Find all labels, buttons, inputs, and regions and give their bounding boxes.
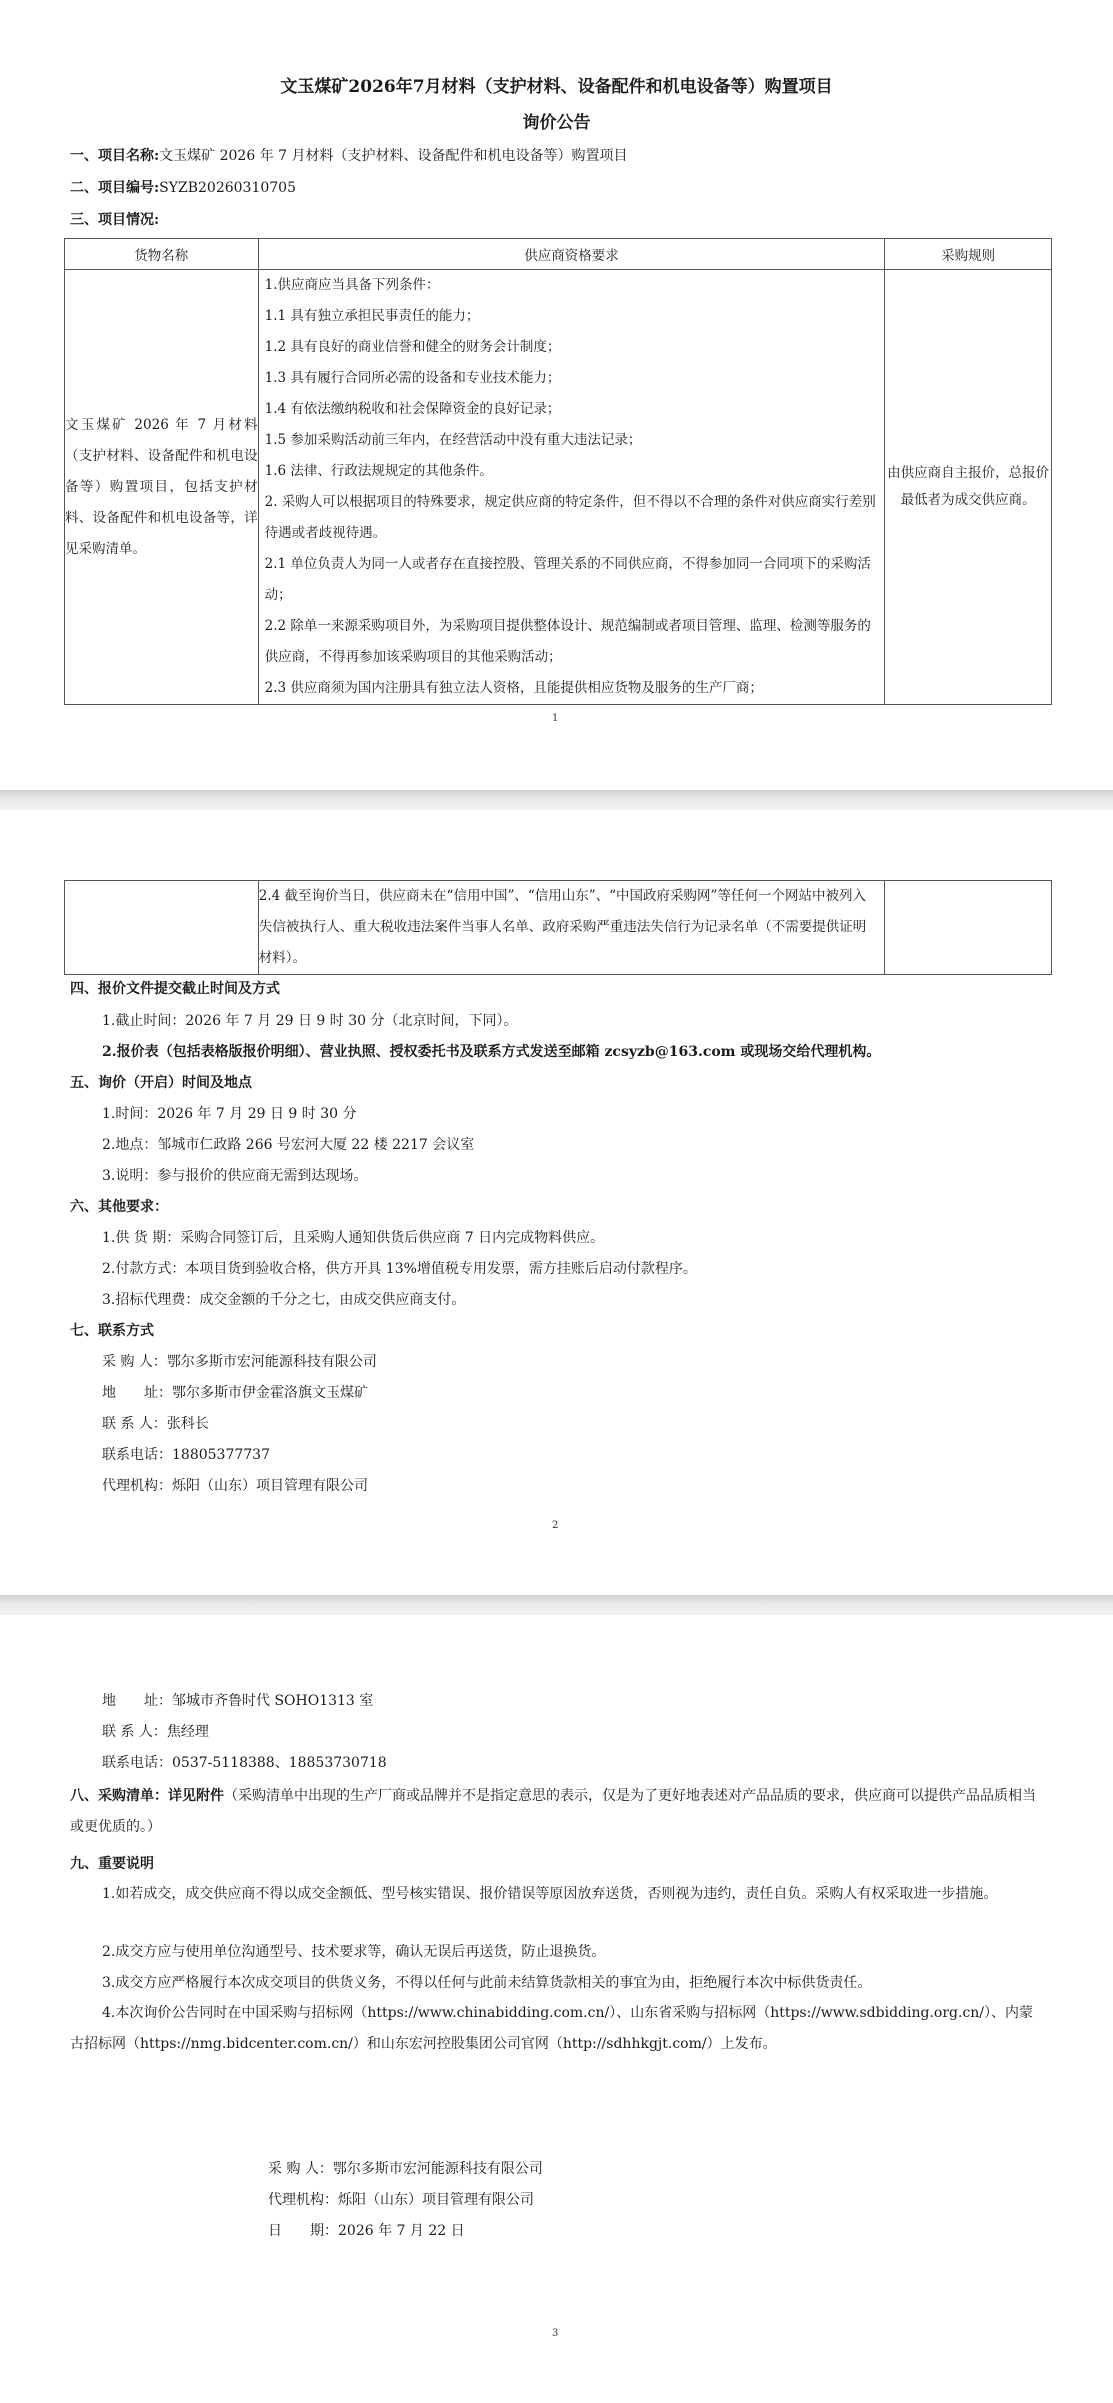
- page-1: [0, 0, 1113, 790]
- requirements-cell: 2.4 截至询价当日，供应商未在“信用中国”、“信用山东”、“中国政府采购网”等任何一个网站中被列入失信被执行人、重大税收违法案件当事人名单、政府采购严重违法失信行为记录名单（不需要提供证明材料）。: [258, 881, 884, 975]
- header-rule: 采购规则: [885, 239, 1052, 270]
- section-6-item: 3.招标代理费：成交金额的千分之七，由成交供应商支付。: [102, 1292, 466, 1308]
- contact-line: 地 址：邹城市齐鲁时代 SOHO1313 室: [102, 1693, 374, 1709]
- table-header-row: [65, 239, 1052, 270]
- page-number-2: 2: [552, 1520, 559, 1531]
- contact-line: 联 系 人：焦经理: [102, 1724, 209, 1740]
- table-row: [65, 270, 1052, 705]
- section-4-item: 2.报价表（包括表格版报价明细）、营业执照、授权委托书及联系方式发送至邮箱 zcsyzb@163.com 或现场交给代理机构。: [102, 1044, 881, 1060]
- section-9-label: 九、重要说明: [70, 1856, 154, 1872]
- req-line: 1.3 具有履行合同所必需的设备和专业技术能力；: [264, 370, 561, 386]
- contact-line: 联系电话：18805377737: [102, 1447, 270, 1463]
- section-2: [70, 177, 296, 197]
- header-goods: 货物名称: [65, 239, 259, 270]
- rule-cell: 由供应商自主报价，总报价最低者为成交供应商。: [885, 270, 1052, 705]
- page-number-1: 1: [552, 713, 559, 724]
- req-line: 1.5 参加采购活动前三年内，在经营活动中没有重大违法记录；: [264, 432, 642, 448]
- title-line-2: 询价公告: [522, 113, 591, 133]
- table-row: [65, 881, 1052, 975]
- section-7-label: 七、联系方式: [70, 1323, 154, 1339]
- section-8-label: 八、采购清单：详见附件: [70, 1788, 224, 1804]
- section-1-text: 文玉煤矿 2026 年 7 月材料（支护材料、设备配件和机电设备等）购置项目: [159, 148, 628, 164]
- req-line: 1.2 具有良好的商业信誉和健全的财务会计制度；: [264, 339, 561, 355]
- req-line: 1.4 有依法缴纳税收和社会保障资金的良好记录；: [264, 401, 561, 417]
- section-5-item: 3.说明：参与报价的供应商无需到达现场。: [102, 1168, 368, 1184]
- section-6-item: 1.供 货 期：采购合同签订后，且采购人通知供货后供应商 7 日内完成物料供应。: [102, 1230, 605, 1246]
- page-separator: [0, 790, 1113, 810]
- contact-line: 地 址：鄂尔多斯市伊金霍洛旗文玉煤矿: [102, 1385, 368, 1401]
- section-9-item: 1.如若成交，成交供应商不得以成交金额低、型号核实错误、报价错误等原因放弃送货，否则视为违约，责任自负。采购人有权采取进一步措施。: [102, 1886, 998, 1902]
- section-9-item: 2.成交方应与使用单位沟通型号、技术要求等，确认无误后再送货，防止退换货。: [102, 1944, 606, 1960]
- header-requirements: 供应商资格要求: [258, 239, 885, 270]
- section-3-label: 三、项目情况:: [70, 212, 160, 228]
- section-4-label: 四、报价文件提交截止时间及方式: [70, 981, 280, 997]
- section-8: [70, 1781, 1045, 1843]
- req-line: 1.6 法律、行政法规规定的其他条件。: [264, 463, 493, 479]
- section-2-label: 二、项目编号:: [70, 180, 160, 196]
- req-line: 2. 采购人可以根据项目的特殊要求，规定供应商的特定条件，但不得以不合理的条件对供应商实行差别待遇或者歧视待遇。: [264, 494, 876, 541]
- contact-line: 代理机构：烁阳（山东）项目管理有限公司: [102, 1478, 368, 1494]
- section-5-label: 五、询价（开启）时间及地点: [70, 1075, 252, 1091]
- req-line: 2.3 供应商须为国内注册具有独立法人资格，且能提供相应货物及服务的生产厂商；: [264, 680, 763, 696]
- page-2: [0, 810, 1113, 1595]
- title-line-1: 文玉煤矿2026年7月材料（支护材料、设备配件和机电设备等）购置项目: [280, 77, 833, 97]
- page-separator: [0, 1595, 1113, 1615]
- section-8-text: （采购清单中出现的生产厂商或品牌并不是指定意思的表示，仅是为了更好地表述对产品品质的要求，供应商可以提供产品品质相当或更优质的。）: [70, 1788, 1036, 1835]
- section-2-text: SYZB20260310705: [159, 180, 296, 196]
- contact-line: 联 系 人：张科长: [102, 1416, 209, 1432]
- requirements-table-continued: [64, 880, 1052, 975]
- signature-line: 代理机构：烁阳（山东）项目管理有限公司: [268, 2192, 534, 2208]
- signature-line: 日 期：2026 年 7 月 22 日: [268, 2223, 465, 2239]
- rule-cell-empty: [885, 881, 1052, 975]
- contact-line: 采 购 人：鄂尔多斯市宏河能源科技有限公司: [102, 1354, 377, 1370]
- section-6-item: 2.付款方式：本项目货到验收合格，供方开具 13%增值税专用发票，需方挂账后启动付款程序。: [102, 1261, 697, 1277]
- contact-line: 联系电话：0537-5118388、18853730718: [102, 1755, 387, 1771]
- section-1: [70, 145, 628, 165]
- req-line: 2.2 除单一来源采购项目外，为采购项目提供整体设计、规范编制或者项目管理、监理、检测等服务的供应商，不得再参加该采购项目的其他采购活动；: [264, 618, 871, 665]
- section-5-item: 1.时间：2026 年 7 月 29 日 9 时 30 分: [102, 1106, 357, 1122]
- requirements-cell: [258, 270, 885, 705]
- section-1-label: 一、项目名称:: [70, 148, 160, 164]
- section-4-item: 1.截止时间：2026 年 7 月 29 日 9 时 30 分（北京时间，下同）。: [102, 1013, 518, 1029]
- req-line: 1.供应商应当具备下列条件：: [264, 277, 440, 293]
- signature-line: 采 购 人：鄂尔多斯市宏河能源科技有限公司: [268, 2161, 543, 2177]
- section-9-item: 3.成交方应严格履行本次成交项目的供货义务，不得以任何与此前未结算货款相关的事宜为由，拒绝履行本次中标供货责任。: [102, 1975, 872, 1991]
- section-9-item: 4.本次询价公告同时在中国采购与招标网（https://www.chinabidding.com.cn/）、山东省采购与招标网（https://www.sdbidding.org.cn/）、内蒙古招标网（https://nmg.bidcenter.com.cn/）和山东宏河控股集团公司官网（http://sdhhkgjt.com/）上发布。: [70, 2005, 1034, 2052]
- goods-cell-empty: [65, 881, 259, 975]
- goods-cell: 文玉煤矿 2026 年 7 月材料（支护材料、设备配件和机电设备等）购置项目，包括支护材料、设备配件和机电设备等，详见采购清单。: [65, 270, 259, 705]
- req-line: 2.1 单位负责人为同一人或者存在直接控股、管理关系的不同供应商，不得参加同一合同项下的采购活动；: [264, 556, 871, 603]
- section-5-item: 2.地点：邹城市仁政路 266 号宏河大厦 22 楼 2217 会议室: [102, 1137, 475, 1153]
- req-line: 1.1 具有独立承担民事责任的能力；: [264, 308, 480, 324]
- section-6-label: 六、其他要求：: [70, 1199, 168, 1215]
- page-3: [0, 1615, 1113, 2403]
- requirements-table: [64, 238, 1052, 705]
- page-number-3: 3: [552, 2328, 559, 2339]
